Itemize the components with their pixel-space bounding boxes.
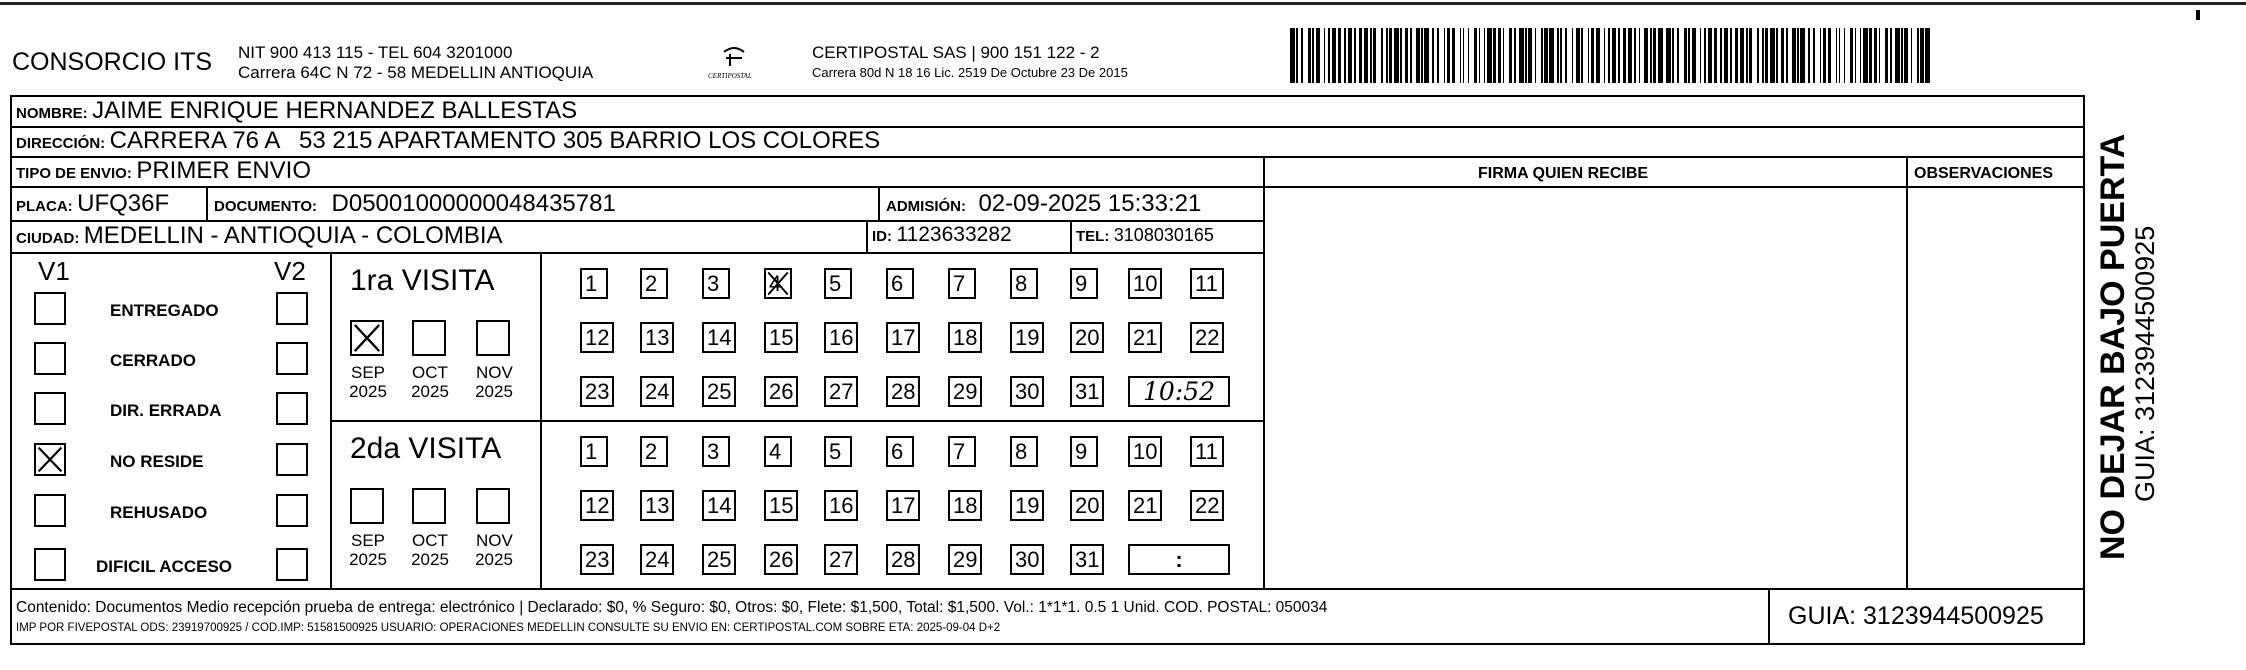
barcode-bar bbox=[1692, 28, 1697, 83]
barcode-bar bbox=[1447, 28, 1450, 83]
barcode-bar bbox=[1860, 28, 1862, 83]
barcode-bar bbox=[1735, 28, 1738, 83]
month-year: 2025 bbox=[411, 382, 449, 401]
observaciones-header: OBSERVACIONES bbox=[1914, 165, 2053, 182]
barcode-bar bbox=[1424, 28, 1429, 83]
barcode-bar bbox=[1920, 28, 1923, 83]
day-box[interactable]: 11 bbox=[1190, 436, 1224, 467]
day-box[interactable]: 21 bbox=[1128, 490, 1162, 521]
barcode-bar bbox=[1316, 28, 1321, 83]
day-box[interactable]: 25 bbox=[702, 376, 736, 407]
barcode-bar bbox=[1730, 28, 1732, 83]
barcode-bar bbox=[1588, 28, 1590, 83]
barcode-bar bbox=[1684, 28, 1687, 83]
barcode-bar bbox=[1416, 28, 1419, 83]
barcode-bar bbox=[1560, 28, 1562, 83]
barcode-bar bbox=[1874, 28, 1877, 83]
month-checkbox[interactable] bbox=[476, 488, 510, 524]
barcode-bar bbox=[1541, 28, 1543, 83]
barcode-bar bbox=[1474, 28, 1477, 83]
day-box[interactable]: 11 bbox=[1190, 268, 1224, 299]
barcode-bar bbox=[1644, 28, 1649, 83]
day-box[interactable]: 17 bbox=[886, 490, 920, 521]
barcode-bar bbox=[1308, 28, 1311, 83]
barcode-bar bbox=[1410, 28, 1412, 83]
barcode-bar bbox=[1740, 28, 1745, 83]
barcode-bar bbox=[1672, 28, 1674, 83]
day-box[interactable]: 28 bbox=[886, 376, 920, 407]
v2-header: V2 bbox=[274, 256, 306, 286]
barcode-bar bbox=[1370, 28, 1372, 83]
barcode-bar bbox=[1596, 28, 1601, 83]
footer-contenido: Contenido: Documentos Medio recepción prueba de entrega: electrónico | Declarado: $0, % Seguro: $0, Otros: $0, Flete: $1,500, Total: $1,500. Vol.: 1*1*1. 0.5 1 Unid. COD. POSTAL: 050034 bbox=[16, 599, 1328, 616]
day-box[interactable]: 21 bbox=[1128, 322, 1162, 353]
day-box[interactable]: 9 bbox=[1070, 436, 1098, 467]
day-box[interactable]: 20 bbox=[1070, 322, 1104, 353]
barcode-bar bbox=[1839, 28, 1841, 83]
v2-checkbox[interactable] bbox=[276, 392, 308, 425]
barcode-bar bbox=[1535, 28, 1537, 83]
barcode-bar bbox=[1354, 28, 1356, 83]
barcode-bar bbox=[1468, 28, 1470, 83]
day-box[interactable]: 24 bbox=[640, 376, 674, 407]
barcode-bar bbox=[1479, 28, 1481, 83]
barcode-bar bbox=[1344, 28, 1346, 83]
time-box[interactable] bbox=[1128, 376, 1230, 407]
day-box[interactable]: 12 bbox=[580, 490, 614, 521]
day-box[interactable]: 4 bbox=[764, 268, 792, 299]
month-label: OCT bbox=[412, 531, 448, 550]
carrier-name: CERTIPOSTAL SAS | 900 151 122 - 2 bbox=[812, 43, 1100, 62]
status-label: DIR. ERRADA bbox=[110, 401, 222, 420]
day-box[interactable]: 26 bbox=[764, 544, 798, 575]
barcode-bar bbox=[1820, 28, 1822, 83]
v1-checkbox[interactable] bbox=[34, 392, 66, 425]
barcode-bar bbox=[1879, 28, 1881, 83]
barcode-bar bbox=[1714, 28, 1717, 83]
footer-guia: GUIA: 3123944500925 bbox=[1788, 602, 2044, 630]
barcode-bar bbox=[1855, 28, 1857, 83]
barcode-bar bbox=[1869, 28, 1872, 83]
status-label: ENTREGADO bbox=[110, 301, 219, 320]
barcode-bar bbox=[1364, 28, 1369, 83]
day-box[interactable]: 15 bbox=[764, 322, 798, 353]
barcode-bar bbox=[1634, 28, 1636, 83]
day-box[interactable]: 2 bbox=[640, 268, 668, 299]
barcode-bar bbox=[1400, 28, 1402, 83]
day-box[interactable]: 19 bbox=[1010, 322, 1044, 353]
month-checkbox[interactable] bbox=[476, 320, 510, 356]
time-value: 10:52 bbox=[1142, 377, 1216, 406]
barcode-bar bbox=[1498, 28, 1501, 83]
day-box[interactable]: 8 bbox=[1010, 268, 1038, 299]
day-box[interactable]: 23 bbox=[580, 544, 614, 575]
first-visit-title: 1ra VISITA bbox=[350, 264, 495, 297]
barcode-bar bbox=[1394, 28, 1399, 83]
x-mark-icon bbox=[766, 270, 790, 297]
barcode-bar bbox=[1452, 28, 1455, 83]
day-box[interactable]: 23 bbox=[580, 376, 614, 407]
v1-checkbox[interactable] bbox=[34, 342, 66, 375]
documento-cell: DOCUMENTO: D05001000000048435781 bbox=[214, 190, 616, 217]
v1-header: V1 bbox=[38, 256, 70, 286]
barcode-bar bbox=[1890, 28, 1892, 83]
company-nit: NIT 900 413 115 - TEL 604 3201000 bbox=[238, 43, 513, 62]
day-box[interactable]: 9 bbox=[1070, 268, 1098, 299]
day-box[interactable]: 29 bbox=[948, 376, 982, 407]
barcode-bar bbox=[1786, 28, 1788, 83]
day-box[interactable]: 19 bbox=[1010, 490, 1044, 521]
v2-checkbox[interactable] bbox=[276, 548, 308, 581]
barcode-bar bbox=[1612, 28, 1617, 83]
barcode-bar bbox=[1565, 28, 1567, 83]
day-box[interactable]: 16 bbox=[824, 322, 858, 353]
month-year: 2025 bbox=[475, 382, 513, 401]
day-box[interactable]: 27 bbox=[824, 544, 858, 575]
x-mark-icon bbox=[36, 445, 64, 474]
barcode-bar bbox=[1525, 28, 1527, 83]
barcode-bar bbox=[1381, 28, 1383, 83]
barcode-bar bbox=[1844, 28, 1846, 83]
barcode-bar bbox=[1493, 28, 1496, 83]
barcode-bar bbox=[1688, 28, 1690, 83]
barcode-bar bbox=[1312, 28, 1314, 83]
day-box[interactable]: 17 bbox=[886, 322, 920, 353]
svg-text:CERTIPOSTAL: CERTIPOSTAL bbox=[708, 72, 752, 80]
day-box[interactable]: 5 bbox=[824, 436, 852, 467]
barcode-bar bbox=[1813, 28, 1815, 83]
barcode-bar bbox=[1628, 28, 1633, 83]
barcode-bar bbox=[1544, 28, 1547, 83]
barcode-bar bbox=[1389, 28, 1392, 83]
recipient-name: JAIME ENRIQUE HERNANDEZ BALLESTAS bbox=[92, 97, 578, 124]
month-label: NOV bbox=[476, 531, 513, 550]
status-label: CERRADO bbox=[110, 351, 196, 370]
day-box[interactable]: 10 bbox=[1128, 436, 1162, 467]
status-label: DIFICIL ACCESO bbox=[96, 557, 233, 576]
side-guia: GUIA: 3123944500925 bbox=[2130, 225, 2160, 502]
admision-cell: ADMISIÓN: 02-09-2025 15:33:21 bbox=[886, 190, 1202, 217]
day-box[interactable]: 16 bbox=[824, 490, 858, 521]
barcode-bar bbox=[1348, 28, 1353, 83]
recipient-address: CARRERA 76 A 53 215 APARTAMENTO 305 BARRIO LOS COLORES bbox=[109, 127, 881, 154]
month-year: 2025 bbox=[349, 550, 387, 569]
v1-checkbox[interactable] bbox=[34, 443, 66, 476]
barcode-bar bbox=[1757, 28, 1759, 83]
time-box[interactable] bbox=[1128, 544, 1230, 575]
barcode-bar bbox=[1639, 28, 1641, 83]
barcode-bar bbox=[1432, 28, 1434, 83]
x-mark-icon bbox=[352, 322, 382, 354]
tel-cell: TEL: 3108030165 bbox=[1076, 225, 1214, 245]
barcode-bar bbox=[1290, 28, 1295, 83]
barcode-bar bbox=[1549, 28, 1554, 83]
row-line bbox=[10, 252, 1263, 254]
month-checkbox[interactable] bbox=[412, 488, 446, 524]
scan-edge bbox=[0, 2, 2246, 5]
month-label: SEP bbox=[350, 363, 386, 382]
v1-checkbox[interactable] bbox=[34, 292, 66, 325]
barcode-bar bbox=[1885, 28, 1888, 83]
barcode-bar bbox=[1618, 28, 1620, 83]
barcode-bar bbox=[1850, 28, 1853, 83]
barcode-bar bbox=[1800, 28, 1805, 83]
day-box[interactable]: 28 bbox=[886, 544, 920, 575]
barcode-bar bbox=[1591, 28, 1594, 83]
barcode-bar bbox=[1528, 28, 1531, 83]
month-year: 2025 bbox=[349, 382, 387, 401]
ciudad-cell: CIUDAD: MEDELLIN - ANTIOQUIA - COLOMBIA bbox=[16, 222, 503, 249]
day-box[interactable]: 26 bbox=[764, 376, 798, 407]
barcode-bar bbox=[1746, 28, 1748, 83]
month-label: NOV bbox=[476, 363, 513, 382]
barcode-bar bbox=[1708, 28, 1713, 83]
barcode-bar bbox=[1623, 28, 1626, 83]
barcode-bar bbox=[1911, 28, 1913, 83]
barcode-bar bbox=[1724, 28, 1729, 83]
second-visit-title: 2da VISITA bbox=[350, 432, 502, 465]
barcode-bar bbox=[1604, 28, 1606, 83]
barcode-bar bbox=[1653, 28, 1656, 83]
month-checkbox[interactable] bbox=[350, 320, 384, 356]
day-box[interactable]: 3 bbox=[702, 268, 730, 299]
day-box[interactable]: 4 bbox=[764, 436, 792, 467]
barcode-bar bbox=[1324, 28, 1326, 83]
day-box[interactable]: 15 bbox=[764, 490, 798, 521]
barcode-bar bbox=[1576, 28, 1579, 83]
row-line bbox=[10, 186, 1263, 188]
barcode-bar bbox=[1895, 28, 1900, 83]
barcode-bar bbox=[1581, 28, 1583, 83]
day-box[interactable]: 31 bbox=[1070, 544, 1104, 575]
day-box[interactable]: 2 bbox=[640, 436, 668, 467]
footer-imp: IMP POR FIVEPOSTAL ODS: 23919700925 / COD.IMP: 51581500925 USUARIO: OPERACIONES MEDELLIN CONSULTE SU ENVIO EN: CERTIPOSTAL.COM SOBRE ETA: 2025-09-04 D+2 bbox=[16, 622, 1001, 634]
row-line bbox=[10, 156, 2085, 158]
day-box[interactable]: 6 bbox=[886, 436, 914, 467]
day-box[interactable]: 27 bbox=[824, 376, 858, 407]
barcode-bar bbox=[1405, 28, 1408, 83]
id-cell: ID: 1123633282 bbox=[872, 223, 1012, 246]
barcode-bar bbox=[1514, 28, 1516, 83]
barcode-bar bbox=[1572, 28, 1574, 83]
tipo-envio: PRIMER ENVIO bbox=[136, 157, 312, 184]
barcode-bar bbox=[1608, 28, 1610, 83]
barcode-bar bbox=[1328, 28, 1330, 83]
day-box[interactable]: 7 bbox=[948, 436, 976, 467]
barcode-bar bbox=[1762, 28, 1764, 83]
month-year: 2025 bbox=[475, 550, 513, 569]
col-line bbox=[1906, 156, 1908, 588]
barcode-bar bbox=[1700, 28, 1702, 83]
nombre-row: NOMBRE: JAIME ENRIQUE HERNANDEZ BALLESTAS bbox=[16, 97, 578, 124]
barcode-bar bbox=[1437, 28, 1439, 83]
v1-checkbox[interactable] bbox=[34, 494, 66, 527]
barcode-bar bbox=[1444, 28, 1446, 83]
carrier-address: Carrera 80d N 18 16 Lic. 2519 De Octubre 23 De 2015 bbox=[812, 65, 1128, 80]
day-box[interactable]: 25 bbox=[702, 544, 736, 575]
barcode-bar bbox=[1765, 28, 1768, 83]
barcode bbox=[1290, 28, 1930, 83]
barcode-bar bbox=[1863, 28, 1868, 83]
barcode-bar bbox=[1770, 28, 1775, 83]
barcode-bar bbox=[1463, 28, 1465, 83]
status-label: NO RESIDE bbox=[110, 452, 204, 471]
scan-mark bbox=[2196, 10, 2200, 20]
day-box[interactable]: 30 bbox=[1010, 544, 1044, 575]
row-line bbox=[10, 588, 2085, 590]
barcode-bar bbox=[1359, 28, 1362, 83]
day-box[interactable]: 20 bbox=[1070, 490, 1104, 521]
day-box[interactable]: 29 bbox=[948, 544, 982, 575]
day-box[interactable]: 7 bbox=[948, 268, 976, 299]
month-label: SEP bbox=[350, 531, 386, 550]
barcode-bar bbox=[1519, 28, 1524, 83]
barcode-bar bbox=[1749, 28, 1752, 83]
direccion-row: DIRECCIÓN: CARRERA 76 A 53 215 APARTAMENTO 305 BARRIO LOS COLORES bbox=[16, 127, 881, 154]
barcode-bar bbox=[1776, 28, 1778, 83]
day-box[interactable]: 18 bbox=[948, 322, 982, 353]
day-box[interactable]: 8 bbox=[1010, 436, 1038, 467]
barcode-bar bbox=[1658, 28, 1663, 83]
barcode-bar bbox=[1460, 28, 1462, 83]
barcode-bar bbox=[1650, 28, 1652, 83]
day-box[interactable]: 3 bbox=[702, 436, 730, 467]
v2-checkbox[interactable] bbox=[276, 292, 308, 325]
barcode-bar bbox=[1386, 28, 1388, 83]
firma-header: FIRMA QUIEN RECIBE bbox=[1478, 165, 1649, 182]
company-address: Carrera 64C N 72 - 58 MEDELLIN ANTIOQUIA bbox=[238, 63, 594, 82]
day-box[interactable]: 18 bbox=[948, 490, 982, 521]
time-value: : bbox=[1175, 547, 1183, 572]
month-label: OCT bbox=[412, 363, 448, 382]
barcode-bar bbox=[1296, 28, 1298, 83]
day-box[interactable]: 1 bbox=[580, 268, 608, 299]
day-box[interactable]: 24 bbox=[640, 544, 674, 575]
barcode-bar bbox=[1797, 28, 1799, 83]
tipo-row: TIPO DE ENVIO: PRIMER ENVIO bbox=[16, 157, 312, 184]
barcode-bar bbox=[1503, 28, 1505, 83]
v2-checkbox[interactable] bbox=[276, 443, 308, 476]
day-box[interactable]: 5 bbox=[824, 268, 852, 299]
side-warning: NO DEJAR BAJO PUERTA bbox=[2094, 133, 2132, 560]
month-checkbox[interactable] bbox=[350, 488, 384, 524]
barcode-bar bbox=[1421, 28, 1423, 83]
placa-cell: PLACA: UFQ36F bbox=[16, 190, 170, 217]
month-year: 2025 bbox=[411, 550, 449, 569]
day-box[interactable]: 10 bbox=[1128, 268, 1162, 299]
barcode-bar bbox=[1332, 28, 1337, 83]
barcode-bar bbox=[1904, 28, 1907, 83]
day-box[interactable]: 30 bbox=[1010, 376, 1044, 407]
barcode-bar bbox=[1509, 28, 1512, 83]
month-checkbox[interactable] bbox=[412, 320, 446, 356]
day-box[interactable]: 12 bbox=[580, 322, 614, 353]
v2-checkbox[interactable] bbox=[276, 342, 308, 375]
barcode-bar bbox=[1917, 28, 1919, 83]
barcode-bar bbox=[1836, 28, 1838, 83]
barcode-bar bbox=[1828, 28, 1831, 83]
day-box[interactable]: 6 bbox=[886, 268, 914, 299]
company-name: CONSORCIO ITS bbox=[12, 48, 213, 76]
day-box[interactable]: 13 bbox=[640, 322, 674, 353]
barcode-bar bbox=[1704, 28, 1706, 83]
col-line bbox=[1263, 156, 1265, 588]
barcode-bar bbox=[1301, 28, 1303, 83]
day-box[interactable]: 31 bbox=[1070, 376, 1104, 407]
day-box[interactable]: 13 bbox=[640, 490, 674, 521]
day-box[interactable]: 1 bbox=[580, 436, 608, 467]
barcode-bar bbox=[1677, 28, 1679, 83]
barcode-bar bbox=[1720, 28, 1722, 83]
v2-checkbox[interactable] bbox=[276, 494, 308, 527]
barcode-bar bbox=[1487, 28, 1492, 83]
status-label: REHUSADO bbox=[110, 503, 208, 522]
barcode-bar bbox=[1925, 28, 1930, 83]
day-box[interactable]: 14 bbox=[702, 490, 736, 521]
barcode-bar bbox=[1792, 28, 1795, 83]
barcode-bar bbox=[1823, 28, 1826, 83]
row-line bbox=[1263, 186, 2085, 188]
barcode-bar bbox=[1373, 28, 1376, 83]
day-box[interactable]: 14 bbox=[702, 322, 736, 353]
v1-checkbox[interactable] bbox=[34, 548, 66, 581]
barcode-bar bbox=[1666, 28, 1671, 83]
form-outer-border bbox=[10, 95, 2085, 645]
day-box[interactable]: 22 bbox=[1190, 322, 1224, 353]
barcode-bar bbox=[1901, 28, 1903, 83]
certipostal-logo bbox=[706, 44, 762, 84]
barcode-bar bbox=[1557, 28, 1559, 83]
barcode-bar bbox=[1484, 28, 1486, 83]
barcode-bar bbox=[1781, 28, 1784, 83]
day-box[interactable]: 22 bbox=[1190, 490, 1224, 521]
barcode-bar bbox=[1808, 28, 1810, 83]
barcode-bar bbox=[1338, 28, 1341, 83]
